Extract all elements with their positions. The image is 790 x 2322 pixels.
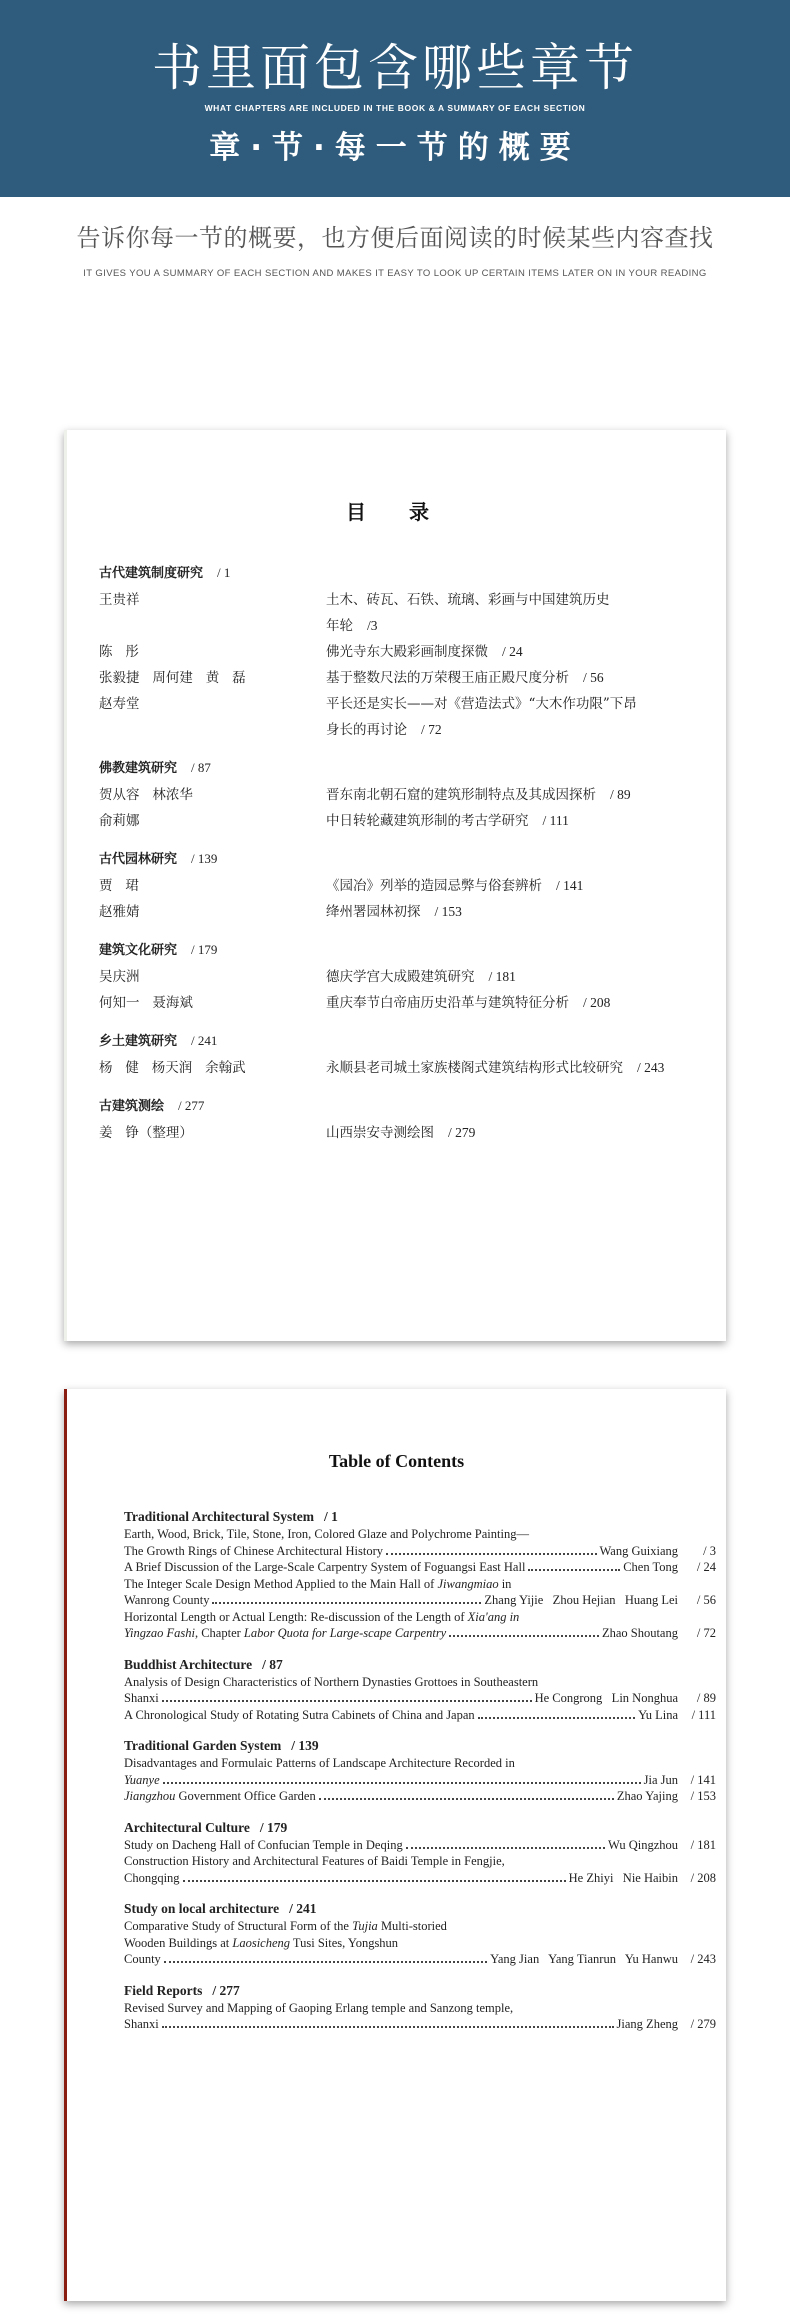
entry-title-text: 中日转轮藏建筑形制的考古学研究 (326, 813, 529, 829)
section-heading (99, 846, 699, 873)
toc-entry[interactable] (124, 2000, 716, 2033)
dot-leader (319, 1798, 614, 1800)
entry-authors: Zhao Yajing (616, 1789, 678, 1803)
entry-title-end (124, 1707, 475, 1724)
entry-page: /3 (367, 618, 378, 633)
banner-caption: WHAT CHAPTERS ARE INCLUDED IN THE BOOK & A SUMMARY OF EACH SECTION (204, 103, 586, 113)
entry-title-line (326, 613, 610, 639)
toc-entry[interactable] (99, 964, 699, 990)
entry-page: / 72 (421, 722, 442, 737)
dot-leader (183, 1880, 566, 1882)
entry-page: / 56 (696, 1593, 716, 1607)
toc-entry[interactable] (124, 1559, 716, 1576)
entry-title-line (326, 717, 637, 743)
toc-section (124, 1899, 716, 1968)
entry-title-line (326, 808, 569, 834)
toc-entry[interactable] (124, 1788, 716, 1805)
toc-entry[interactable] (99, 691, 699, 743)
toc-entry[interactable] (124, 1837, 716, 1854)
entry-title (326, 873, 583, 899)
entry-title-line (124, 1755, 716, 1772)
title-segment: Tujia (352, 1919, 378, 1933)
section-page: / 179 (191, 942, 218, 957)
section-heading (99, 755, 699, 782)
entry-author: 贾 珺 (99, 878, 139, 894)
entry-last-line (124, 1837, 716, 1854)
section-page: / 1 (323, 1509, 338, 1524)
entry-title-line (326, 587, 610, 613)
entry-title-line (124, 1576, 716, 1593)
entry-title-text: 《园冶》列举的造园忌弊与俗套辨析 (326, 878, 542, 894)
toc-section (124, 1655, 716, 1724)
title-segment: Laosicheng (232, 1935, 291, 1950)
entry-page: / 243 (690, 1952, 716, 1966)
toc-entry[interactable] (99, 808, 699, 834)
intro-text-en: IT GIVES YOU A SUMMARY OF EACH SECTION AND MAKES IT EASY TO LOOK UP CERTAIN ITEMS LATER ON IN YOUR READING (83, 268, 707, 279)
dot-leader (162, 2026, 614, 2028)
entry-page: / 208 (690, 1870, 716, 1885)
entry-title-end (124, 1772, 160, 1789)
entry-author: 何知一 聂海斌 (99, 995, 193, 1011)
entry-title-end (124, 1625, 446, 1642)
toc-entry[interactable] (99, 1120, 699, 1146)
entry-title-text: 平长还是实长——对《营造法式》“大木作功限”下昂 (326, 696, 637, 712)
entry-page: / 24 (502, 644, 523, 659)
english-toc-page (64, 1389, 726, 2301)
entry-title (326, 691, 637, 743)
entry-title-line (326, 782, 631, 808)
dot-leader (528, 1569, 620, 1571)
chinese-toc-list (99, 560, 699, 1158)
title-segment: Shanxi (124, 2017, 159, 2031)
entry-title-text: 身长的再讨论 (326, 722, 407, 738)
entry-title-line (124, 1935, 716, 1952)
entry-title-text: 基于整数尺法的万荣稷王庙正殿尺度分析 (326, 670, 569, 686)
entry-last-line (124, 1707, 716, 1724)
entry-last-line (124, 1559, 716, 1576)
toc-section (99, 846, 699, 925)
entry-author: 贺从容 林浓华 (99, 787, 193, 803)
entry-title-line (124, 1918, 716, 1935)
entry-title (326, 782, 631, 808)
toc-section (124, 1736, 716, 1805)
entry-last-line (124, 1543, 716, 1560)
title-segment: Jiwangmiao (437, 1576, 499, 1591)
entry-title-text: 年轮 (326, 618, 353, 634)
section-page: / 139 (191, 851, 218, 866)
entry-page: / 141 (690, 1772, 716, 1787)
section-title: 建筑文化研究 (99, 943, 178, 958)
section-heading (124, 1818, 716, 1837)
section-title: 古代建筑制度研究 (99, 566, 204, 581)
entry-page: / 3 (703, 1543, 716, 1558)
entry-last-line (124, 2016, 716, 2033)
entry-authors: Wang Guixiang (599, 1543, 678, 1558)
banner-title: 书里面包含哪些章节 (152, 39, 638, 97)
section-heading (124, 1899, 716, 1918)
chinese-toc-page (64, 430, 726, 1341)
entry-page: / 279 (690, 2017, 716, 2031)
entry-last-line (124, 1788, 716, 1805)
title-segment: Construction History and Architectural Features of Baidi Temple in Fengjie, (124, 1854, 505, 1868)
entry-title-text: 永顺县老司城土家族楼阁式建筑结构形式比较研究 (326, 1060, 623, 1076)
entry-title-line (326, 639, 523, 665)
entry-last-line (124, 1772, 716, 1789)
entry-title (326, 808, 569, 834)
title-segment: Chongqing (124, 1870, 180, 1885)
entry-title-line (326, 899, 462, 925)
entry-author: 王贵祥 (99, 592, 140, 608)
toc-entry[interactable] (99, 665, 699, 691)
entry-author: 陈 彤 (99, 644, 139, 660)
title-segment: A Chronological Study of Rotating Sutra Cabinets of China and Japan (124, 1707, 475, 1722)
entry-page: / 72 (696, 1626, 716, 1640)
dot-leader (162, 1700, 532, 1702)
entry-title-end (124, 1951, 161, 1968)
entry-page: / 279 (448, 1125, 476, 1140)
entry-title-line (124, 1853, 716, 1870)
entry-title-line (124, 1674, 716, 1691)
entry-last-line (124, 1870, 716, 1887)
entry-title-line (326, 1055, 664, 1081)
title-segment: Tusi Sites, Yongshun (290, 1935, 399, 1950)
entry-title (326, 1120, 475, 1146)
entry-last-line (124, 1592, 716, 1609)
entry-title-end (124, 1870, 180, 1887)
entry-title (326, 639, 523, 665)
entry-author: 赵雅婧 (99, 904, 140, 920)
entry-authors: Yu Lina (638, 1707, 678, 1722)
entry-author: 杨 健 杨天润 余翰武 (99, 1060, 246, 1076)
title-segment: Horizontal Length or Actual Length: Re-discussion of the Length of (124, 1609, 468, 1624)
dot-leader (406, 1847, 605, 1849)
section-title: Buddhist Architecture (124, 1656, 253, 1672)
title-segment: Shanxi (124, 1691, 159, 1705)
entry-title-end (124, 1788, 316, 1805)
dot-leader (164, 1961, 487, 1963)
entry-title-line (326, 873, 583, 899)
entry-authors: Wu Qingzhou (608, 1837, 678, 1852)
entry-title-line (124, 1609, 716, 1626)
entry-title-text: 土木、砖瓦、石铁、琉璃、彩画与中国建筑历史 (326, 592, 610, 608)
header-banner (0, 0, 790, 197)
title-segment: Yuanye (124, 1772, 160, 1787)
entry-title-line (326, 665, 604, 691)
entry-authors: Jiang Zheng (616, 2017, 678, 2031)
section-page: / 241 (191, 1033, 218, 1048)
entry-page: / 181 (488, 969, 516, 984)
entry-title-text: 佛光寺东大殿彩画制度探微 (326, 644, 488, 660)
english-toc-list (124, 1507, 716, 2046)
entry-title-line (326, 691, 637, 717)
toc-entry[interactable] (99, 587, 699, 639)
toc-entry[interactable] (124, 1674, 716, 1707)
section-page: / 277 (178, 1098, 205, 1113)
dot-leader (449, 1635, 599, 1637)
title-segment: Xia'ang in (467, 1609, 520, 1624)
entry-title-line (124, 1526, 716, 1543)
toc-entry[interactable] (99, 639, 699, 665)
entry-title-end (124, 1690, 159, 1707)
entry-page: / 153 (434, 904, 462, 919)
entry-authors: He Zhiyi Nie Haibin (568, 1870, 678, 1885)
dot-leader (212, 1602, 481, 1604)
section-page: / 87 (262, 1656, 283, 1672)
toc-section (99, 755, 699, 834)
section-heading (124, 1655, 716, 1674)
toc-section (99, 1093, 699, 1146)
dot-leader (478, 1717, 635, 1719)
title-segment: Wooden Buildings at (124, 1935, 233, 1950)
entry-title-line (124, 2000, 716, 2017)
section-title: 古建筑测绘 (99, 1099, 165, 1114)
entry-title-end (124, 1559, 525, 1576)
entry-title-text: 绛州署园林初探 (326, 904, 421, 920)
title-segment: Earth, Wood, Brick, Tile, Stone, Iron, Colored Glaze and Polychrome Painting— (124, 1527, 529, 1541)
entry-page: / 24 (696, 1560, 716, 1574)
toc-entry[interactable] (99, 782, 699, 808)
entry-page: / 208 (583, 995, 611, 1010)
toc-section (124, 1818, 716, 1887)
banner-subtitle: 章·节·每一节的概要 (209, 130, 581, 166)
toc-entry[interactable] (124, 1707, 716, 1724)
section-heading (124, 1736, 716, 1755)
title-segment: A Brief Discussion of the Large-Scale Carpentry System of Foguangsi East Hall (124, 1560, 526, 1574)
entry-page: / 153 (690, 1789, 716, 1803)
section-page: / 179 (259, 1819, 288, 1835)
entry-title (326, 964, 516, 990)
title-segment: The Integer Scale Design Method Applied to the Main Hall of (124, 1576, 438, 1591)
toc-section (99, 937, 699, 1016)
entry-title-line (326, 964, 516, 990)
title-segment: Multi-storied (377, 1919, 447, 1933)
section-heading (124, 1507, 716, 1526)
entry-title-text: 德庆学宫大成殿建筑研究 (326, 969, 475, 985)
entry-title (326, 587, 610, 639)
section-title: Study on local architecture (124, 1901, 280, 1916)
section-title: Architectural Culture (124, 1819, 250, 1835)
entry-title-end (124, 2016, 159, 2033)
title-segment: Study on Dacheng Hall of Confucian Temple in Deqing (124, 1837, 403, 1852)
title-segment: , Chapter (194, 1626, 244, 1640)
title-segment: Disadvantages and Formulaic Patterns of Landscape Architecture Recorded in (124, 1756, 515, 1770)
entry-author: 姜 铮（整理） (99, 1125, 193, 1141)
intro-text-cn: 告诉你每一节的概要，也方便后面阅读的时候某些内容查找 (76, 224, 714, 252)
english-toc-title: Table of Contents (328, 1451, 465, 1471)
toc-entry[interactable] (99, 873, 699, 899)
section-page: / 277 (212, 1982, 240, 1998)
section-title: 古代园林研究 (99, 852, 178, 867)
entry-page: / 181 (690, 1837, 716, 1852)
title-segment: Jiangzhou (124, 1789, 176, 1803)
section-title: Traditional Architectural System (124, 1509, 314, 1524)
entry-title-line (326, 990, 610, 1016)
toc-entry[interactable] (124, 1576, 716, 1609)
section-page: / 139 (291, 1738, 319, 1753)
section-page: / 241 (289, 1901, 317, 1916)
entry-page: / 89 (696, 1691, 716, 1705)
dot-leader (386, 1553, 597, 1555)
title-segment: County (124, 1952, 161, 1966)
entry-authors: Jia Jun (643, 1772, 678, 1787)
entry-author: 俞莉娜 (99, 813, 140, 829)
entry-last-line (124, 1951, 716, 1968)
entry-page: / 141 (556, 878, 584, 893)
title-segment: Wanrong County (124, 1593, 210, 1607)
toc-section (124, 1981, 716, 2033)
section-title: Field Reports (124, 1982, 203, 1998)
entry-last-line (124, 1690, 716, 1707)
entry-title-text: 山西崇安寺测绘图 (326, 1125, 434, 1141)
section-heading (99, 937, 699, 964)
entry-authors: He Congrong Lin Nonghua (534, 1691, 678, 1705)
entry-author: 赵寿堂 (99, 696, 140, 712)
entry-page: / 56 (583, 670, 604, 685)
entry-title-end (124, 1543, 383, 1560)
entry-author: 吴庆洲 (99, 969, 140, 985)
section-heading (99, 560, 699, 587)
title-segment: in (498, 1576, 512, 1591)
entry-title (326, 665, 604, 691)
toc-entry[interactable] (99, 899, 699, 925)
section-title: 乡土建筑研究 (99, 1034, 178, 1049)
section-heading (99, 1093, 699, 1120)
section-title: 佛教建筑研究 (99, 761, 178, 776)
title-segment: The Growth Rings of Chinese Architectural History (124, 1543, 383, 1558)
toc-entry[interactable] (124, 1853, 716, 1886)
entry-page: / 111 (542, 813, 569, 828)
entry-page: / 111 (691, 1707, 716, 1722)
entry-page: / 89 (610, 787, 631, 802)
entry-title-end (124, 1837, 403, 1854)
toc-section (99, 560, 699, 743)
entry-title-line (326, 1120, 475, 1146)
title-segment: Government Office Garden (175, 1789, 316, 1803)
entry-title (326, 990, 610, 1016)
section-page: / 1 (217, 565, 231, 580)
toc-section (124, 1507, 716, 1642)
title-segment: Comparative Study of Structural Form of the (124, 1919, 353, 1933)
toc-entry[interactable] (124, 1918, 716, 1968)
entry-title-text: 重庆奉节白帝庙历史沿革与建筑特征分析 (326, 995, 569, 1011)
entry-title-text: 晋东南北朝石窟的建筑形制特点及其成因探析 (326, 787, 596, 803)
chinese-toc-title: 目 录 (346, 500, 447, 524)
entry-authors: Zhang Yijie Zhou Hejian Huang Lei (484, 1593, 678, 1607)
toc-entry[interactable] (99, 1055, 699, 1081)
entry-authors: Chen Tong (623, 1560, 678, 1574)
dot-leader (163, 1782, 641, 1784)
title-segment: Analysis of Design Characteristics of Northern Dynasties Grottoes in Southeastern (124, 1674, 539, 1689)
entry-author: 张毅捷 周何建 黄 磊 (99, 670, 246, 686)
entry-title-end (124, 1592, 209, 1609)
toc-entry[interactable] (99, 990, 699, 1016)
entry-page: / 243 (637, 1060, 665, 1075)
entry-title (326, 1055, 664, 1081)
title-segment: Revised Survey and Mapping of Gaoping Erlang temple and Sanzong temple, (124, 2000, 514, 2015)
entry-title (326, 899, 462, 925)
section-heading (124, 1981, 716, 2000)
section-page: / 87 (191, 760, 211, 775)
entry-authors: Yang Jian Yang Tianrun Yu Hanwu (490, 1952, 678, 1966)
entry-last-line (124, 1625, 716, 1642)
toc-entry[interactable] (124, 1609, 716, 1642)
title-segment: Labor Quota for Large-scape Carpentry (243, 1626, 447, 1640)
title-segment: Yingzao Fashi (124, 1626, 195, 1640)
toc-entry[interactable] (124, 1526, 716, 1559)
section-title: Traditional Garden System (124, 1738, 282, 1753)
section-heading (99, 1028, 699, 1055)
toc-section (99, 1028, 699, 1081)
entry-authors: Zhao Shoutang (601, 1626, 678, 1640)
toc-entry[interactable] (124, 1755, 716, 1788)
